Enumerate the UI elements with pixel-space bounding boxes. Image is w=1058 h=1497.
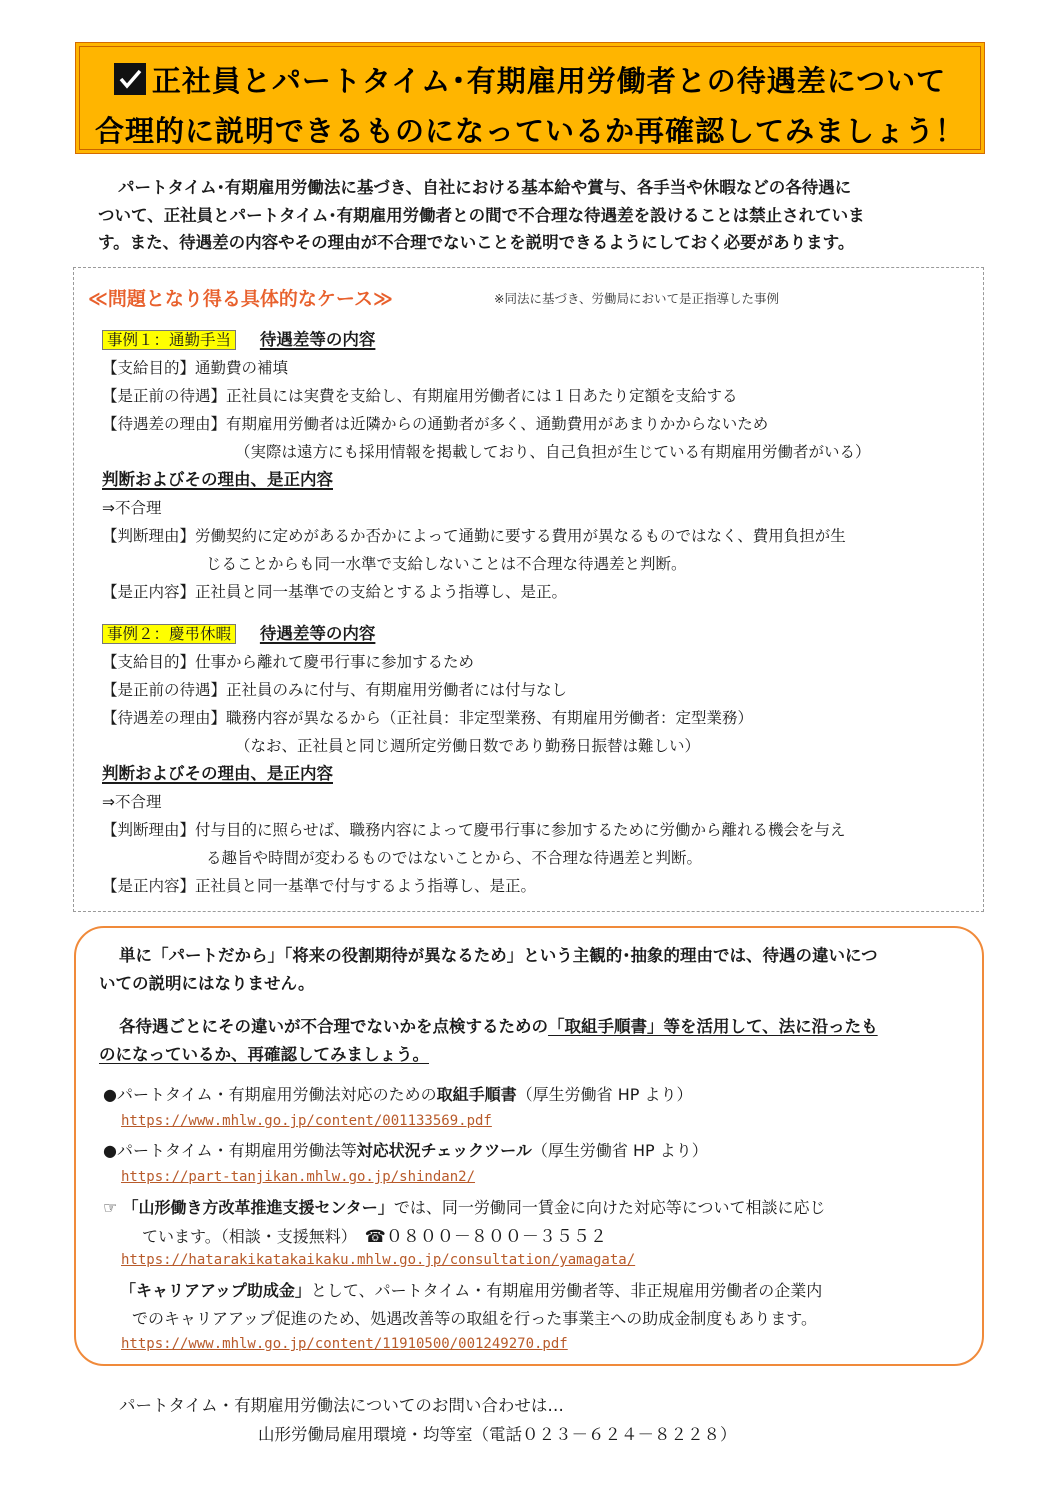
cases-note: ※同法に基づき、労働局において是正指導した事例 <box>494 291 779 306</box>
link-procedure-guide[interactable]: https://www.mhlw.go.jp/content/001133569.pdf <box>121 1113 492 1129</box>
case1-purpose: 【支給目的】通勤費の補填 <box>102 359 289 377</box>
case2-before: 【是正前の待遇】正社員のみに付与、有期雇用労働者には付与なし <box>102 681 568 699</box>
link-support-center[interactable]: https://hatarakikatakaikaku.mhlw.go.jp/consultation/yamagata/ <box>121 1252 636 1268</box>
case2-reason: 【待遇差の理由】職務内容が異なるから（正社員：非定型業務、有期雇用労働者：定型業務） <box>102 709 754 727</box>
pointing-hand-icon: ☞ <box>103 1198 118 1217</box>
cases-heading: ≪問題となり得る具体的なケース≫ <box>88 288 393 310</box>
advice-p1-line1: 単に「パートだから」「将来の役割期待が異なるため」という主観的･抽象的理由では、待遇の違いにつ <box>119 946 878 965</box>
intro-line: パートタイム･有期雇用労働法に基づき、自社における基本給や賞与、各手当や休暇などの各待遇に <box>118 178 852 197</box>
case2-tag: 事例２：慶弔休暇 <box>102 624 236 644</box>
case1-before: 【是正前の待遇】正社員には実費を支給し、有期雇用労働者には１日あたり定額を支給する <box>102 387 738 405</box>
resource-item-procedure-guide: ●パートタイム・有期雇用労働法対応のための取組手順書（厚生労働省 HP より） <box>103 1085 693 1104</box>
support-center-line1: ☞ 「山形働き方改革推進支援センター」では、同一労働同一賃金に向けた対応等について相談に応じ <box>103 1198 826 1217</box>
case2-reason-note: （なお、正社員と同じ週所定労働日数であり勤務日振替は難しい） <box>235 737 701 755</box>
banner-title-line1: 正社員とパートタイム･有期雇用労働者との待遇差について <box>76 59 984 100</box>
case1-judgment-line1: 【判断理由】労働契約に定めがあるか否かによって通勤に要する費用が異なるものではなく、費用負担が生 <box>102 527 846 545</box>
footer-inquiry: パートタイム・有期雇用労働法についてのお問い合わせは… <box>119 1396 564 1415</box>
case2-subhead: 待遇差等の内容 <box>259 624 376 643</box>
case2-verdict: ⇒不合理 <box>102 793 162 811</box>
advice-p2-line2: のになっているか、再確認してみましょう。 <box>99 1045 429 1064</box>
case2-purpose: 【支給目的】仕事から離れて慶弔行事に参加するため <box>102 653 475 671</box>
support-center-line2: ています。（相談・支援無料） ☎０８００－８００－３５５２ <box>142 1227 607 1247</box>
case1-tag: 事例１：通勤手当 <box>102 330 236 350</box>
link-subsidy[interactable]: https://www.mhlw.go.jp/content/11910500/001249270.pdf <box>121 1336 568 1352</box>
phone-number: ☎０８００－８００－３５５２ <box>364 1227 607 1247</box>
banner-title-line2: 合理的に説明できるものになっているか再確認してみましょう！ <box>94 114 965 148</box>
advice-p1-line2: いての説明にはなりません。 <box>99 974 315 993</box>
subsidy-line2: でのキャリアアップ促進のため、処遇改善等の取組を行った事業主への助成金制度もあります。 <box>132 1309 817 1328</box>
case1-correction: 【是正内容】正社員と同一基準での支給とするよう指導し、是正。 <box>102 583 568 601</box>
case1-subhead: 待遇差等の内容 <box>259 330 376 349</box>
case2-correction: 【是正内容】正社員と同一基準で付与するよう指導し、是正。 <box>102 877 537 895</box>
case2-judgment-head: 判断およびその理由、是正内容 <box>102 764 333 783</box>
case2-judgment-line1: 【判断理由】付与目的に照らせば、職務内容によって慶弔行事に参加するために労働から離れる機会を与え <box>102 821 846 839</box>
case1-header <box>102 330 375 350</box>
advice-p2-line1: 各待遇ごとにその違いが不合理でないかを点検するための「取組手順書」等を活用して、法に沿ったも <box>119 1017 878 1036</box>
footer-contact: 山形労働局雇用環境・均等室（電話０２３－６２４－８２２８） <box>258 1425 737 1444</box>
case2-header <box>102 624 375 644</box>
intro-line: す。また、待遇差の内容やその理由が不合理でないことを説明できるようにしておく必要があります。 <box>98 233 855 252</box>
case1-reason: 【待遇差の理由】有期雇用労働者は近隣からの通勤者が多く、通勤費用があまりかからないため <box>102 415 769 433</box>
procedure-guide-emphasis: 「取組手順書」等を活用して、法に沿ったも <box>548 1017 878 1036</box>
title-banner <box>75 42 985 154</box>
intro-line: ついて、正社員とパートタイム･有期雇用労働者との間で不合理な待遇差を設けることは禁止されていま <box>98 205 865 225</box>
case2-judgment-line2: る趣旨や時間が変わるものではないことから、不合理な待遇差と判断。 <box>206 849 703 867</box>
case1-reason-note: （実際は遠方にも採用情報を掲載しており、自己負担が生じている有期雇用労働者がいる） <box>235 443 871 461</box>
case1-judgment-line2: じることからも同一水準で支給しないことは不合理な待遇差と判断。 <box>206 555 687 573</box>
link-check-tool[interactable]: https://part-tanjikan.mhlw.go.jp/shindan2/ <box>121 1169 476 1185</box>
subsidy-line1: 「キャリアアップ助成金」として、パートタイム・有期雇用労働者等、非正規雇用労働者の企業内 <box>120 1281 823 1300</box>
resource-item-check-tool: ●パートタイム・有期雇用労働法等対応状況チェックツール（厚生労働省 HP より） <box>103 1141 708 1160</box>
checkbox-icon <box>114 63 146 95</box>
intro-paragraph <box>98 174 964 257</box>
case1-verdict: ⇒不合理 <box>102 499 162 517</box>
case1-judgment-head: 判断およびその理由、是正内容 <box>102 470 333 489</box>
